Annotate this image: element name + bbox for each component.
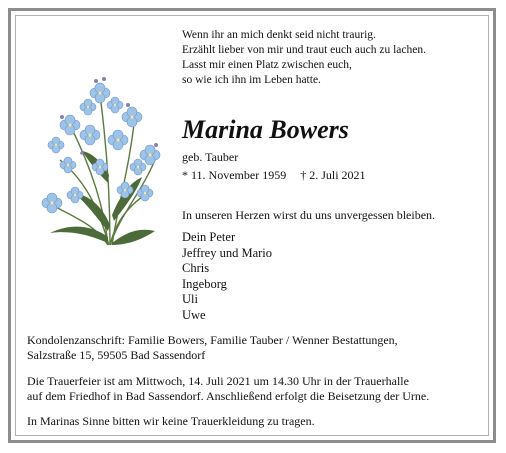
birth-date: * 11. November 1959 — [182, 168, 287, 182]
condolence-line: Kondolenzanschrift: Familie Bowers, Familie Tauber / Wenner Bestattungen, — [27, 333, 398, 347]
mourner: Ingeborg — [182, 276, 227, 291]
dress-request: In Marinas Sinne bitten wir keine Trauerkleidung zu tragen. — [27, 414, 315, 428]
ceremony-line: Die Trauerfeier ist am Mittwoch, 14. Juli 2021 um 14.30 Uhr in der Trauerhalle — [27, 374, 409, 388]
condolence-line: Salzstraße 15, 59505 Bad Sassendorf — [27, 348, 206, 362]
death-date: † 2. Juli 2021 — [300, 168, 366, 182]
ceremony-line: auf dem Friedhof in Bad Sassendorf. Anschließend erfolgt die Beisetzung der Urne. — [27, 389, 430, 403]
poem-line: Wenn ihr an mich denkt seid nicht traurig. — [182, 29, 376, 41]
mourner: Uwe — [182, 307, 206, 322]
ceremony-info — [27, 374, 429, 404]
birth-name: geb. Tauber — [182, 150, 239, 164]
motto: In unseren Herzen wirst du uns unvergessen bleiben. — [182, 208, 436, 222]
poem-line: Erzählt lieber von mir und traut euch auch zu lachen. — [182, 44, 426, 56]
mourner: Chris — [182, 261, 210, 275]
poem — [182, 28, 426, 88]
life-dates — [182, 168, 366, 182]
poem-line: so wie ich ihn im Leben hatte. — [182, 74, 321, 86]
forget-me-not-bouquet-icon — [30, 55, 180, 255]
mourner: Jeffrey und Mario — [182, 245, 273, 260]
mourner: Dein Peter — [182, 230, 236, 244]
mourners-list — [182, 230, 272, 323]
condolence-address — [27, 333, 398, 363]
deceased-name: Marina Bowers — [182, 115, 349, 144]
mourner: Uli — [182, 292, 198, 306]
poem-line: Lasst mir einen Platz zwischen euch, — [182, 59, 352, 71]
